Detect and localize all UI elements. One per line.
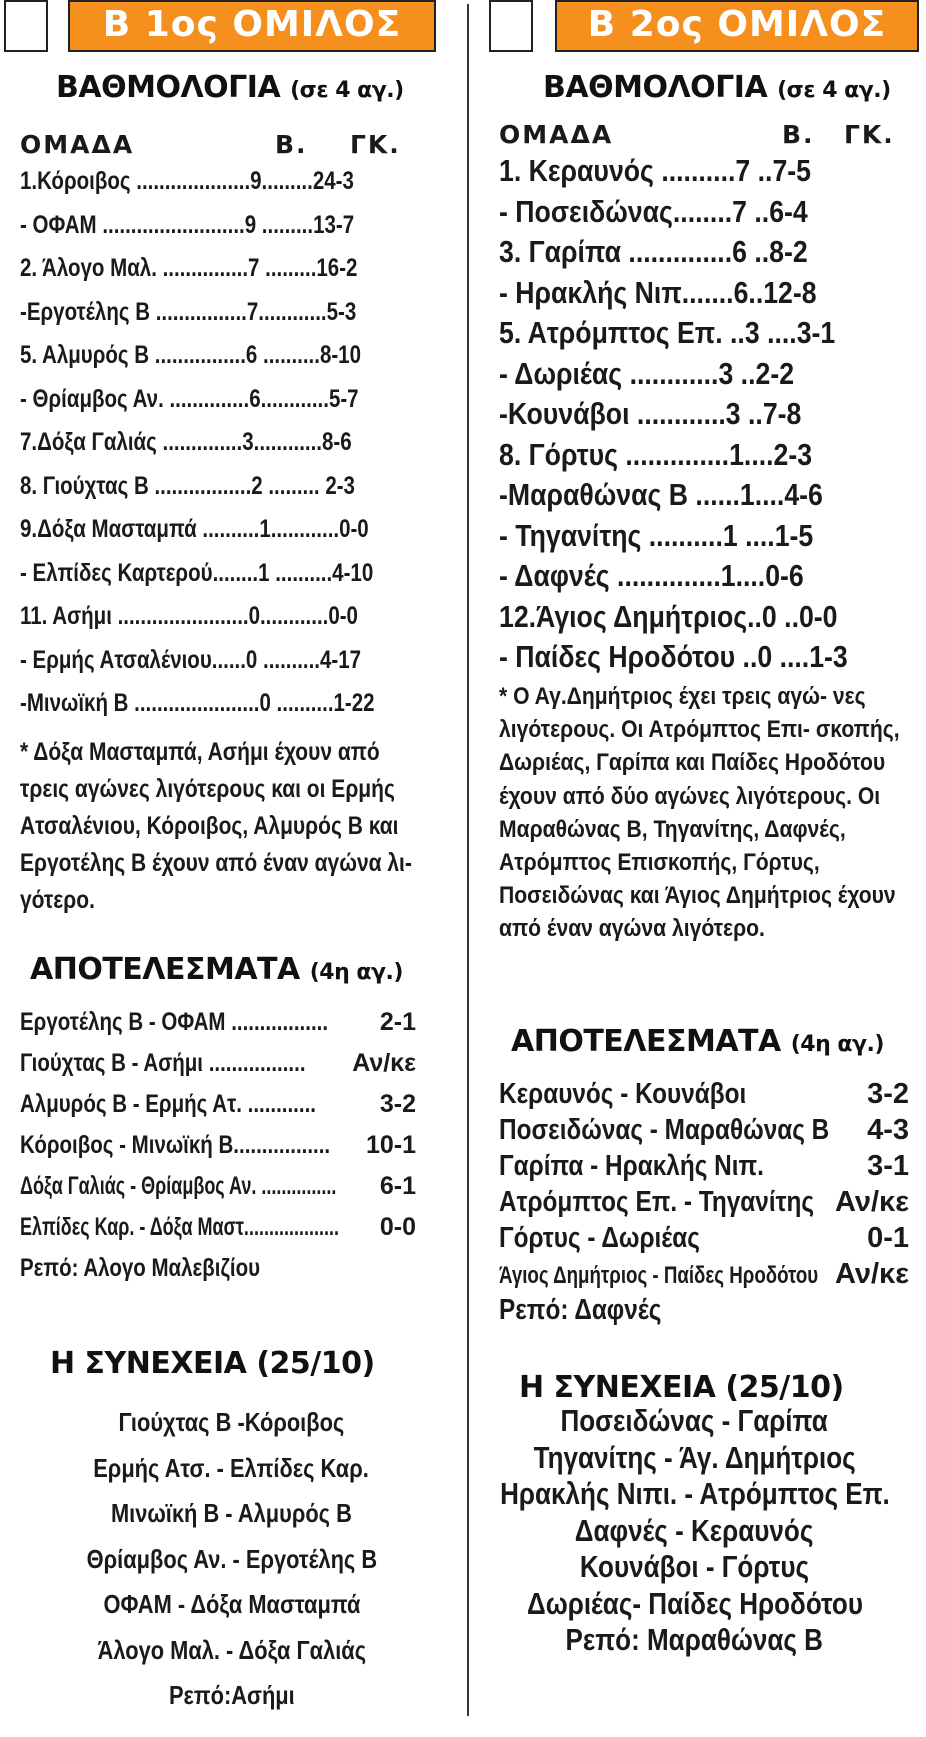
- result-score: 3-2: [867, 1078, 909, 1110]
- fixture-row: [0, 1537, 463, 1583]
- result-row: [499, 1184, 909, 1220]
- standings-row: 1. Κεραυνός ..........7 ..7-5: [499, 153, 811, 188]
- result-match: Δόξα Γαλιάς - Θρίαμβος Αν. ...............: [20, 1172, 337, 1200]
- fixture-text: Ερμής Ατσ. - Ελπίδες Καρ.: [93, 1452, 370, 1483]
- fixture-text: Δωριέας- Παίδες Ηροδότου: [526, 1585, 863, 1621]
- col-points-header: Β.: [782, 120, 815, 149]
- group-2-next-heading: Η ΣΥΝΕΧΕΙΑ (25/10): [519, 1370, 844, 1405]
- result-score: Αν/κε: [835, 1258, 909, 1290]
- result-match: Ποσειδώνας - Μαραθώνας Β: [499, 1114, 830, 1146]
- fixture-text: Μινωϊκή Β - Αλμυρός Β: [111, 1498, 352, 1528]
- standings-row: 11. Ασήμι .......................0............0-0: [20, 602, 358, 630]
- group-2-standings-heading: [543, 70, 891, 105]
- result-row: [499, 1256, 909, 1292]
- result-score: 10-1: [365, 1131, 416, 1159]
- group-2-checkbox-box: [489, 0, 533, 52]
- result-row: [20, 1084, 416, 1125]
- result-row: [20, 1166, 416, 1207]
- col-goals-header: ΓΚ.: [350, 130, 401, 159]
- standings-row: - Παίδες Ηροδότου ..0 ....1-3: [499, 639, 848, 674]
- fixture-row: [0, 1446, 463, 1492]
- result-row: [499, 1112, 909, 1148]
- fixture-text: Ρεπό: Μαραθώνας Β: [565, 1622, 824, 1657]
- bye-row: [463, 1622, 926, 1659]
- fixture-row: [463, 1586, 926, 1623]
- result-match: Άγιος Δημήτριος - Παίδες Ηροδότου: [499, 1262, 819, 1289]
- fixture-row: [463, 1476, 926, 1513]
- fixture-text: Ποσειδώνας - Γαρίπα: [560, 1403, 829, 1438]
- group-2-results-heading: [511, 1024, 884, 1059]
- group-2-fixtures: [463, 1403, 926, 1659]
- result-row: [499, 1076, 909, 1112]
- result-row: [20, 1207, 416, 1248]
- standings-row: 1.Κόροιβος ....................9.........24-3: [20, 167, 354, 195]
- result-score: 6-1: [379, 1172, 416, 1200]
- fixture-text: Ρεπό:Ασήμι: [168, 1680, 295, 1710]
- standings-title: ΒΑΘΜΟΛΟΓΙΑ: [56, 70, 281, 105]
- standings-row: 5. Ατρόμπτος Επ. ..3 ....3-1: [499, 315, 836, 350]
- result-match: Κεραυνός - Κουνάβοι: [499, 1078, 747, 1110]
- result-row: [499, 1220, 909, 1256]
- fixture-text: ΟΦΑΜ - Δόξα Μασταμπά: [103, 1589, 360, 1619]
- standings-row: - Ηρακλής Νιπ.......6..12-8: [499, 274, 817, 310]
- group-1-results-list: [20, 1002, 416, 1289]
- group-1-results-heading: [30, 952, 403, 987]
- result-row: [20, 1002, 416, 1043]
- result-score: 0-0: [379, 1213, 416, 1241]
- result-match: Εργοτέλης Β - ΟΦΑΜ .................: [20, 1008, 329, 1036]
- group-1-column-headers: [20, 130, 420, 160]
- standings-row: - Τηγανίτης ..........1 ....1-5: [499, 517, 814, 553]
- standings-row: - Δαφνές ..............1....0-6: [499, 558, 804, 593]
- fixture-row: [0, 1628, 463, 1674]
- results-subtitle: (4η αγ.): [790, 1032, 884, 1057]
- group-1-checkbox-box: [4, 0, 48, 52]
- standings-title: ΒΑΘΜΟΛΟΓΙΑ: [543, 70, 768, 105]
- result-match: Κόροιβος - Μινωϊκή Β.................: [20, 1131, 331, 1159]
- fixture-row: [0, 1582, 463, 1628]
- bye-row: [0, 1673, 463, 1719]
- group-2-title: Β 2ος ΟΜΙΛΟΣ: [555, 0, 919, 52]
- result-row: [20, 1043, 416, 1084]
- result-score: Αν/κε: [352, 1049, 416, 1077]
- fixture-text: Δαφνές - Κεραυνός: [575, 1512, 814, 1548]
- standings-row: -Κουνάβοι ............3 ..7-8: [499, 396, 802, 431]
- result-score: 0-1: [867, 1222, 909, 1254]
- results-title: ΑΠΟΤΕΛΕΣΜΑΤΑ: [511, 1024, 781, 1059]
- group-2-results-list: [499, 1076, 909, 1328]
- results-title: ΑΠΟΤΕΛΕΣΜΑΤΑ: [30, 952, 300, 987]
- standings-row: 12.Άγιος Δημήτριος..0 ..0-0: [499, 598, 838, 634]
- result-score: 3-2: [379, 1090, 416, 1118]
- standings-row: 2. Άλογο Μαλ. ...............7 .........16-2: [20, 254, 358, 282]
- result-score: 2-1: [379, 1008, 416, 1036]
- result-score: 4-3: [867, 1114, 909, 1146]
- result-match: Γιούχτας Β - Ασήμι .................: [20, 1049, 306, 1077]
- fixture-text: Ηρακλής Νιπι. - Ατρόμπτος Επ.: [500, 1476, 890, 1511]
- bye-team: Ρεπό: Αλογο Μαλεβιζίου: [20, 1254, 261, 1282]
- fixture-row: [463, 1403, 926, 1440]
- bye-team: Ρεπό: Δαφνές: [499, 1294, 662, 1326]
- group-1-standings-heading: [56, 70, 404, 105]
- group-2-column-headers: [499, 120, 899, 150]
- fixture-row: [463, 1549, 926, 1586]
- standings-row: 5. Αλμυρός Β ................6 ..........8-10: [20, 341, 361, 369]
- result-score: Αν/κε: [835, 1186, 909, 1218]
- standings-row: -Μινωϊκή Β ......................0 ..........1-22: [20, 689, 375, 717]
- result-match: Γόρτυς - Δωριέας: [499, 1222, 700, 1254]
- result-score: 3-1: [867, 1150, 909, 1182]
- standings-row: -Μαραθώνας Β ......1....4-6: [499, 477, 823, 512]
- col-team-header: ΟΜΑΔΑ: [499, 120, 614, 149]
- col-goals-header: ΓΚ.: [844, 120, 895, 149]
- fixture-text: Θρίαμβος Αν. - Εργοτέλης Β: [86, 1543, 377, 1574]
- standings-row: - Ελπίδες Καρτερού........1 ..........4-10: [20, 558, 374, 587]
- fixture-text: Άλογο Μαλ. - Δόξα Γαλιάς: [97, 1634, 366, 1665]
- standings-row: - Θρίαμβος Αν. ..............6............5-7: [20, 384, 359, 413]
- results-subtitle: (4η αγ.): [309, 960, 403, 985]
- col-points-header: Β.: [275, 130, 308, 159]
- bye-row: [499, 1292, 909, 1328]
- standings-row: - Δωριέας ............3 ..2-2: [499, 355, 795, 391]
- bye-row: [20, 1248, 416, 1289]
- fixture-text: Γιούχτας Β -Κόροιβος: [118, 1407, 345, 1437]
- fixture-text: Κουνάβοι - Γόρτυς: [579, 1549, 810, 1584]
- group-1-standings-note: * Δόξα Μασταμπά, Ασήμι έχουν από τρεις αγώνες λιγότερους και οι Ερμής Ατσαλένιου, Κόροιβος, Αλμυρός Β και Εργοτέλης Β έχουν από έναν αγώνα λι- γότερο.: [20, 738, 412, 914]
- standings-subtitle: (σε 4 αγ.): [290, 78, 404, 103]
- standings-row: - ΟΦΑΜ .........................9 .........13-7: [20, 210, 355, 239]
- result-match: Ελπίδες Καρ. - Δόξα Μαστ...................: [20, 1213, 339, 1241]
- fixture-row: [463, 1440, 926, 1477]
- standings-row: 3. Γαρίπα ..............6 ..8-2: [499, 234, 808, 269]
- fixture-row: [463, 1513, 926, 1550]
- group-2-column: [463, 0, 926, 1737]
- fixture-row: [0, 1491, 463, 1537]
- result-row: [499, 1148, 909, 1184]
- group-2-standings-note: * Ο Αγ.Δημήτριος έχει τρεις αγώ- νες λιγότερους. Οι Ατρόμπτος Επι- σκοπής, Δωριέας, Γαρίπα και Παίδες Ηροδότου έχουν από δύο αγώνες λιγότερους. Οι Μαραθώνας Β, Τηγανίτης, Δαφνές, Ατρόμπτος Επισκοπής, Γόρτυς, Ποσειδώνας και Άγιος Δημήτριος έχουν από έναν αγώνα λιγότερο.: [499, 683, 900, 943]
- standings-row: 9.Δόξα Μασταμπά ..........1............0-0: [20, 515, 369, 543]
- result-match: Αλμυρός Β - Ερμής Ατ. ............: [20, 1090, 316, 1118]
- fixture-text: Τηγανίτης - Άγ. Δημήτριος: [533, 1439, 856, 1475]
- standings-row: - Ερμής Ατσαλένιου......0 ..........4-17: [20, 645, 362, 674]
- standings-row: 7.Δόξα Γαλιάς ..............3............8-6: [20, 428, 352, 456]
- group-1-next-heading: Η ΣΥΝΕΧΕΙΑ (25/10): [50, 1346, 375, 1381]
- standings-row: 8. Γιούχτας Β .................2 ......... 2-3: [20, 471, 355, 500]
- standings-row: 8. Γόρτυς ..............1....2-3: [499, 436, 813, 472]
- result-row: [20, 1125, 416, 1166]
- standings-row: - Ποσειδώνας........7 ..6-4: [499, 193, 808, 229]
- group-1-title: Β 1ος ΟΜΙΛΟΣ: [68, 0, 436, 52]
- group-1-fixtures: [0, 1400, 463, 1719]
- result-match: Ατρόμπτος Επ. - Τηγανίτης: [499, 1186, 815, 1218]
- standings-row: -Εργοτέλης Β ................7............5-3: [20, 297, 357, 326]
- col-team-header: ΟΜΑΔΑ: [20, 130, 135, 159]
- fixture-row: [0, 1400, 463, 1446]
- standings-subtitle: (σε 4 αγ.): [777, 78, 891, 103]
- group-2-standings-table: [499, 151, 926, 678]
- result-match: Γαρίπα - Ηρακλής Νιπ.: [499, 1150, 764, 1182]
